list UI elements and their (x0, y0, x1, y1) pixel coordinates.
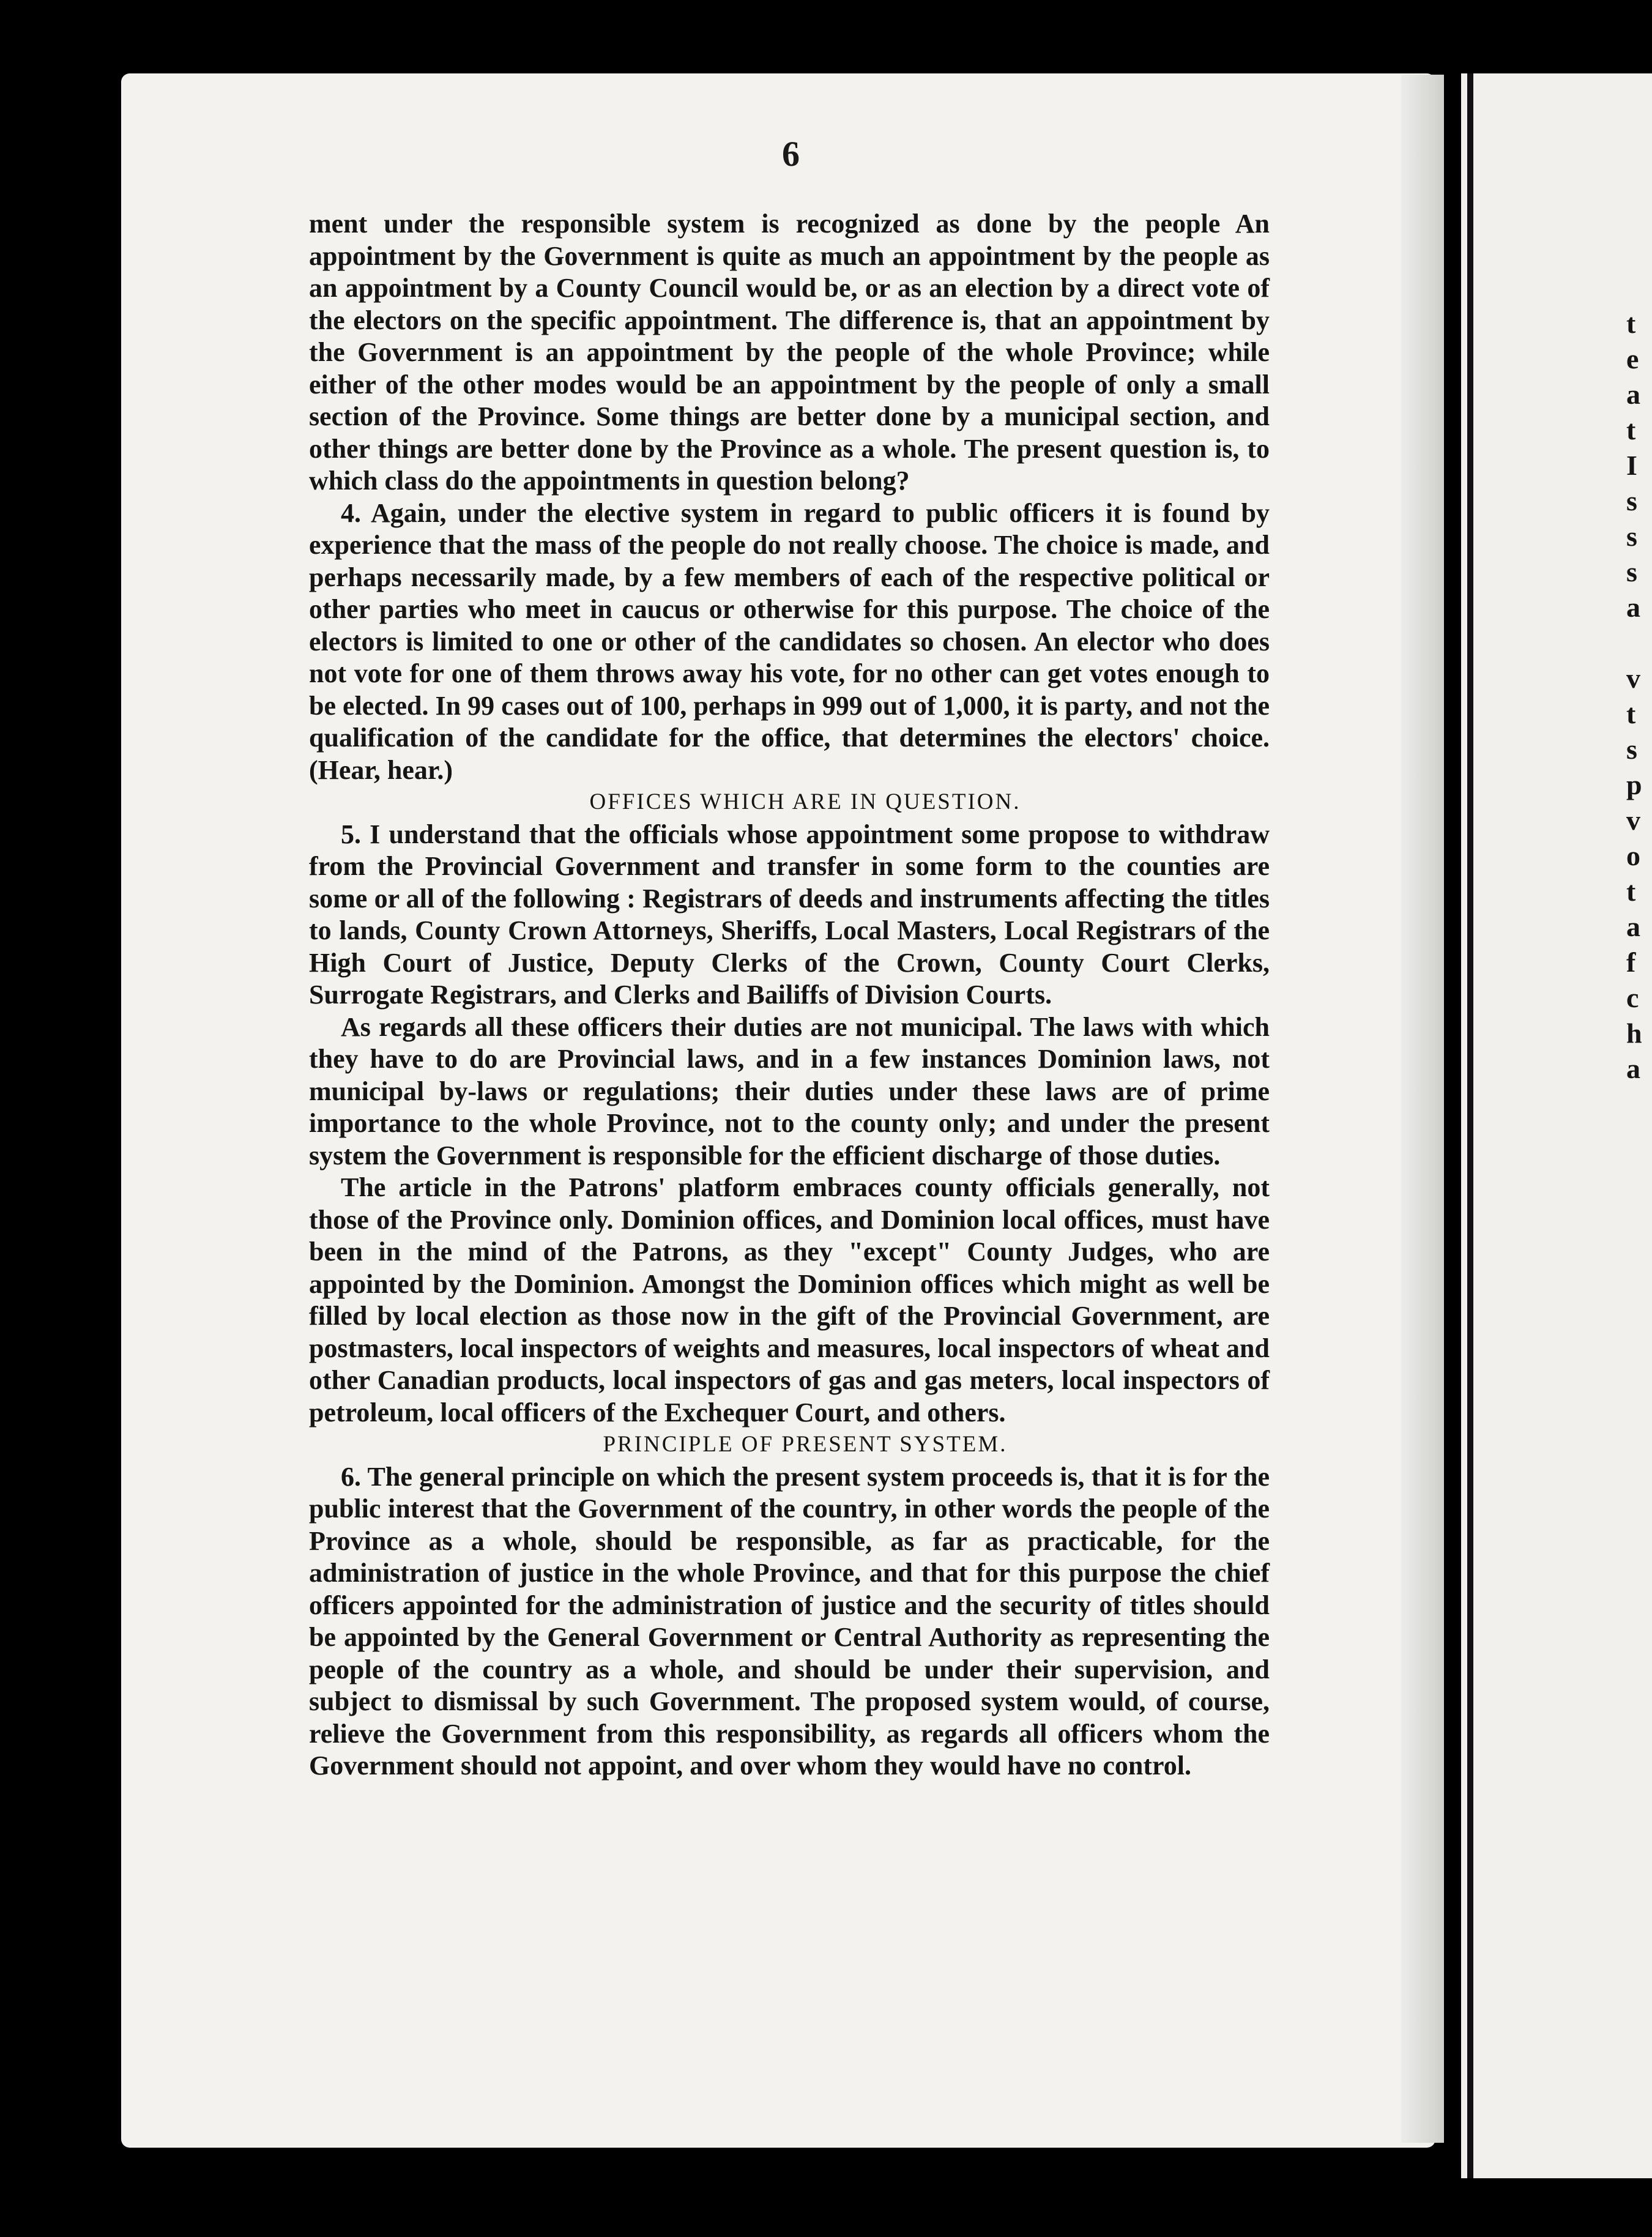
margin-letter: s (1626, 556, 1637, 587)
margin-letter: t (1626, 698, 1636, 729)
section-heading-offices: OFFICES WHICH ARE IN QUESTION. (589, 789, 1021, 814)
page-number: 6 (782, 134, 800, 174)
margin-letter: s (1626, 734, 1637, 765)
margin-letter: f (1626, 947, 1636, 978)
margin-letter: s (1626, 485, 1637, 516)
adjacent-page-edge (1461, 73, 1652, 2178)
page-edge-line (1467, 73, 1473, 2178)
margin-letter: c (1626, 982, 1639, 1013)
margin-letter: a (1626, 379, 1640, 410)
page-shadow (1401, 75, 1444, 2143)
paragraph-5c: The article in the Patrons' platform embraces county officials generally, not those of the Province only. Dominion offices, and Dominion local offices, must have been in the mind of the Patrons, as they "except" County Judges, who are appointed by the Dominion. Amongst the Dominion offices which might as well be filled by local election as those now in the gift of the Provincial Government, are postmasters, local inspectors of weights and measures, local inspectors of wheat and other Canadian products, local inspectors of gas and gas meters, local inspectors of petroleum, local officers of the Exchequer Court, and others. (309, 1172, 1270, 1427)
margin-letter: I (1626, 450, 1637, 481)
margin-letter: e (1626, 343, 1639, 374)
margin-letter: o (1626, 840, 1640, 871)
paragraph-6: 6. The general principle on which the present system proceeds is, that it is for the public interest that the Government of the country, in other words the people of the Province as a whole, should be responsible, as far as practicable, for the administration of justice in the whole Province, and that for this purpose the chief officers appointed for the administration of justice and the security of titles should be appointed by the General Government or Central Authority as representing the people of the country as a whole, and should be under their supervision, and subject to dismissal by such Government. The proposed system would, of course, relieve the Government from this responsibility, as regards all officers whom the Government should not appoint, and over whom they would have no control. (309, 1461, 1270, 1781)
margin-letter: v (1626, 805, 1640, 836)
paragraph-4: 4. Again, under the elective system in regard to public officers it is found by experience that the mass of the people do not really choose. The choice is made, and perhaps necessarily made, by a few members of each of the respective political or other parties who meet in caucus or otherwise for this purpose. The choice of the electors is limited to one or other of the candidates so chosen. An elector who does not vote for one of them throws away his vote, for no other can get votes enough to be elected. In 99 cases out of 100, perhaps in 999 out of 1,000, it is party, and not the qualification of the candidate for the office, that determines the electors' choice. (Hear, hear.) (309, 497, 1270, 785)
margin-letter: h (1626, 1018, 1642, 1049)
paragraph-5b: As regards all these officers their duties are not municipal. The laws with which they have to do are Provincial laws, and in a few instances Dominion laws, not municipal by-laws or regulations; their duties under these laws are of prime importance to the whole Province, not to the county only; and under the present system the Government is responsible for the efficient discharge of those duties. (309, 1011, 1270, 1171)
margin-letter: a (1626, 592, 1640, 623)
margin-letter: a (1626, 1053, 1640, 1084)
margin-letter: t (1626, 876, 1636, 907)
paragraph-5: 5. I understand that the officials whose appointment some propose to withdraw from the Provincial Government and transfer in some form to the counties are some or all of the following : Registrars of deeds and instruments affecting the titles to lands, County Crown Attorneys, Sheriffs, Local Masters, Local Registrars of the High Court of Justice, Deputy Clerks of the Crown, County Court Clerks, Surrogate Registrars, and Clerks and Bailiffs of Division Courts. (309, 819, 1270, 1010)
paragraph-continuation: ment under the responsible system is recognized as done by the people An appointment by the Government is quite as much an appointment by the people as an appointment by a County Council would be, or as an election by a direct vote of the electors on the specific appointment. The difference is, that an appointment by the Government is an appointment by the people of the whole Province; while either of the other modes would be an appointment by the people of only a small section of the Province. Some things are better done by a municipal section, and other things are better done by the Province as a whole. The present question is, to which class do the appointments in question belong? (309, 209, 1270, 496)
margin-letter (1626, 625, 1651, 661)
margin-letter: s (1626, 521, 1637, 552)
margin-letter: t (1626, 414, 1636, 445)
adjacent-page-margin-text (1626, 306, 1651, 1087)
margin-letter: p (1626, 769, 1642, 800)
margin-letter: t (1626, 308, 1636, 339)
margin-letter: v (1626, 663, 1640, 694)
section-heading-principle: PRINCIPLE OF PRESENT SYSTEM. (603, 1432, 1008, 1457)
margin-letter: a (1626, 911, 1640, 942)
page-body (309, 208, 1270, 1782)
